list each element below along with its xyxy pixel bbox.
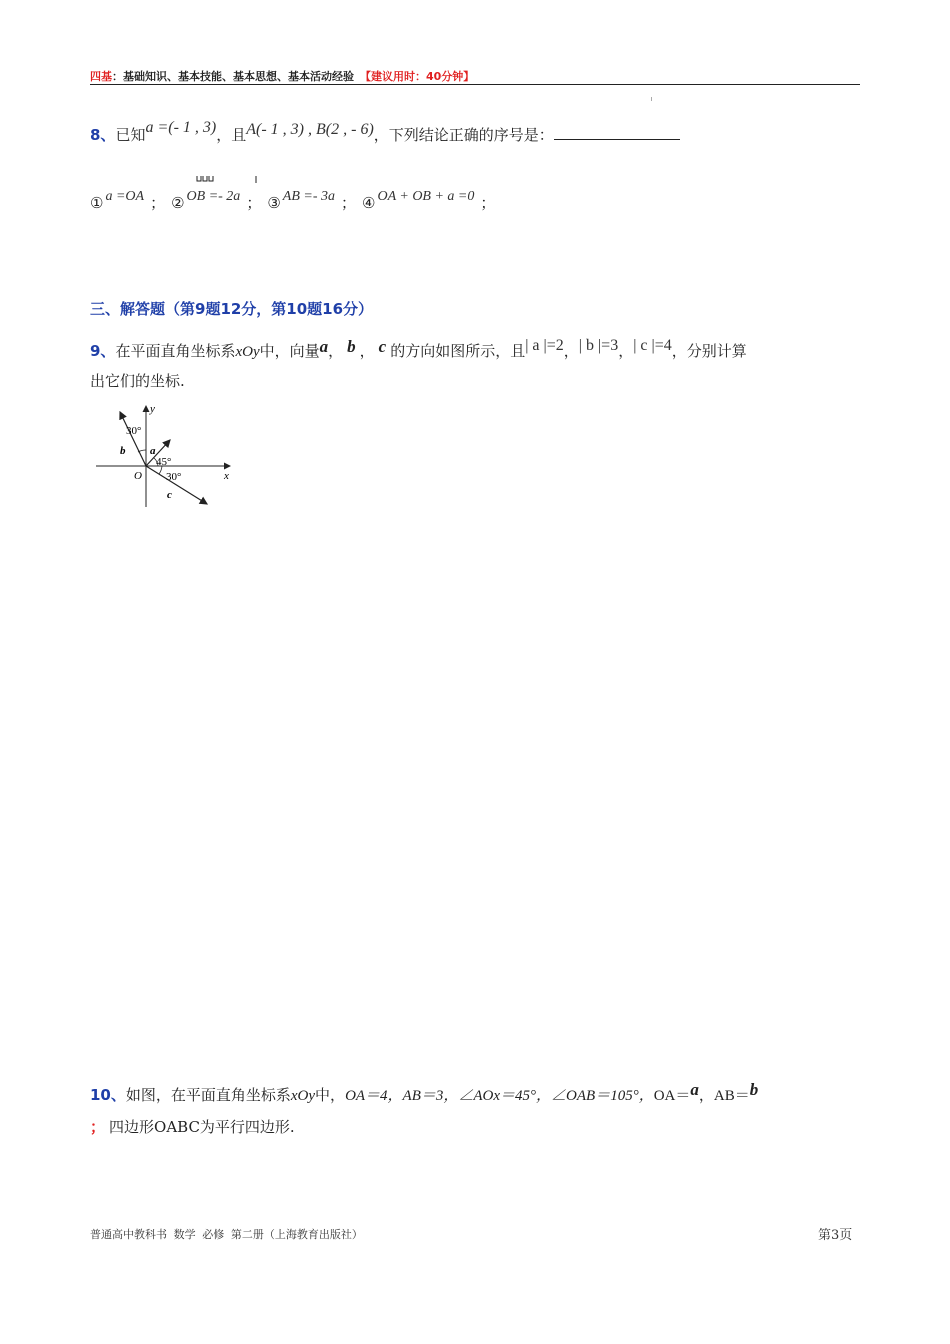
- header-description: ：基础知识、基本技能、基本思想、基本活动经验: [112, 70, 354, 83]
- header-divider: [90, 84, 860, 85]
- q8-semicolon-4: ；: [480, 194, 496, 212]
- q9-text-1: 在平面直角坐标系: [115, 342, 236, 360]
- q8-option2-mark: ②: [171, 194, 185, 212]
- question-9-stem: [90, 337, 747, 361]
- page-header: [90, 68, 474, 84]
- q10-ab-eq: ，AB＝: [698, 1088, 750, 1104]
- question-10-number: 10、: [90, 1086, 126, 1104]
- q9-magnitude-c: | c |=4: [633, 337, 672, 354]
- vector-a-label: a: [150, 445, 156, 457]
- section-3-title: 三、解答题（第9题12分，第10题16分）: [90, 300, 374, 318]
- q10-text-2: 中，: [315, 1086, 346, 1104]
- footer-page-number: 第3页: [818, 1228, 853, 1243]
- stray-mark: [651, 97, 652, 101]
- q10-conditions: OA＝4，AB＝3，∠AOx＝45°，∠OAB＝105°，: [345, 1088, 654, 1104]
- header-four-bases: 四基: [90, 70, 112, 83]
- question-9-number: 9、: [90, 342, 116, 360]
- q10-oa-eq: OA＝: [653, 1088, 691, 1104]
- q8-semicolon-1: ；: [150, 194, 166, 212]
- q8-option4-mark: ④: [362, 194, 376, 212]
- q9-text-3: 的方向如图所示，且: [390, 342, 526, 360]
- q8-option3: AB =- 3a: [282, 189, 335, 204]
- question-8-number: 8、: [90, 126, 116, 144]
- q8-option3-mark: ③: [267, 194, 281, 212]
- q9-comma-3: ，: [563, 342, 579, 360]
- q9-line-2: 出它们的坐标.: [90, 372, 185, 390]
- y-axis-label: y: [150, 403, 155, 415]
- q8-known: 已知: [115, 126, 146, 144]
- q8-vector-arrow-marks: [195, 174, 270, 186]
- q8-vector-a: a =(- 1 , 3): [145, 119, 217, 136]
- q9-comma-2: ，: [359, 342, 375, 360]
- q8-semicolon-3: ；: [341, 194, 357, 212]
- q10-coordinate-system: xOy: [290, 1088, 316, 1104]
- question-8-stem: [90, 119, 680, 145]
- q8-and: ，且: [216, 126, 247, 144]
- q10-parallelogram-text: 四边形OABC为平行四边形.: [109, 1118, 295, 1136]
- q8-semicolon-2: ；: [246, 194, 262, 212]
- q9-vector-a: a: [319, 337, 329, 356]
- vector-b-label: b: [120, 445, 126, 457]
- q8-option1: a =OA: [105, 189, 145, 204]
- q8-option1-mark: ①: [90, 194, 104, 212]
- footer-book-title: 普通高中教科书 数学 必修 第二册（上海教育出版社）: [90, 1228, 363, 1241]
- q10-line-2: [90, 1116, 295, 1137]
- q9-comma-4: ，: [618, 342, 634, 360]
- q9-vector-c: c: [378, 337, 387, 356]
- q9-text-4: ，分别计算: [671, 342, 747, 360]
- header-suggested-time: 【建议用时：40分钟】: [360, 70, 475, 83]
- q9-vector-b: b: [347, 337, 356, 356]
- origin-label: O: [134, 470, 142, 482]
- x-axis-label: x: [224, 470, 229, 482]
- q8-option4: OA + OB + a =0: [377, 189, 475, 204]
- q9-magnitude-b: | b |=3: [578, 337, 619, 354]
- question-8-options: [90, 184, 496, 212]
- q8-option2: OB =- 2a: [186, 189, 241, 204]
- angle-30-bottom-label: 30°: [166, 471, 182, 483]
- q9-comma-1: ，: [328, 342, 344, 360]
- q10-vector-b: b: [749, 1080, 759, 1099]
- angle-30-top-label: 30°: [126, 425, 142, 437]
- q8-prompt: ，下列结论正确的序号是：: [373, 126, 554, 144]
- q10-text-1: 如图，在平面直角坐标系: [125, 1086, 291, 1104]
- q8-answer-blank[interactable]: [554, 125, 680, 140]
- q10-semicolon: ；: [90, 1118, 106, 1136]
- q9-magnitude-a: | a |=2: [525, 337, 564, 354]
- q9-vector-figure: [92, 402, 237, 510]
- q10-vector-a: a: [690, 1080, 699, 1099]
- vector-b-arrow: [120, 412, 146, 466]
- question-10-stem: [90, 1080, 759, 1105]
- q9-coordinate-system: xOy: [235, 344, 260, 360]
- q9-text-2: 中，向量: [259, 342, 320, 360]
- vector-c-label: c: [167, 489, 172, 501]
- q8-points: A(- 1 , 3) , B(2 , - 6): [246, 121, 374, 138]
- angle-45-label: 45°: [156, 456, 172, 468]
